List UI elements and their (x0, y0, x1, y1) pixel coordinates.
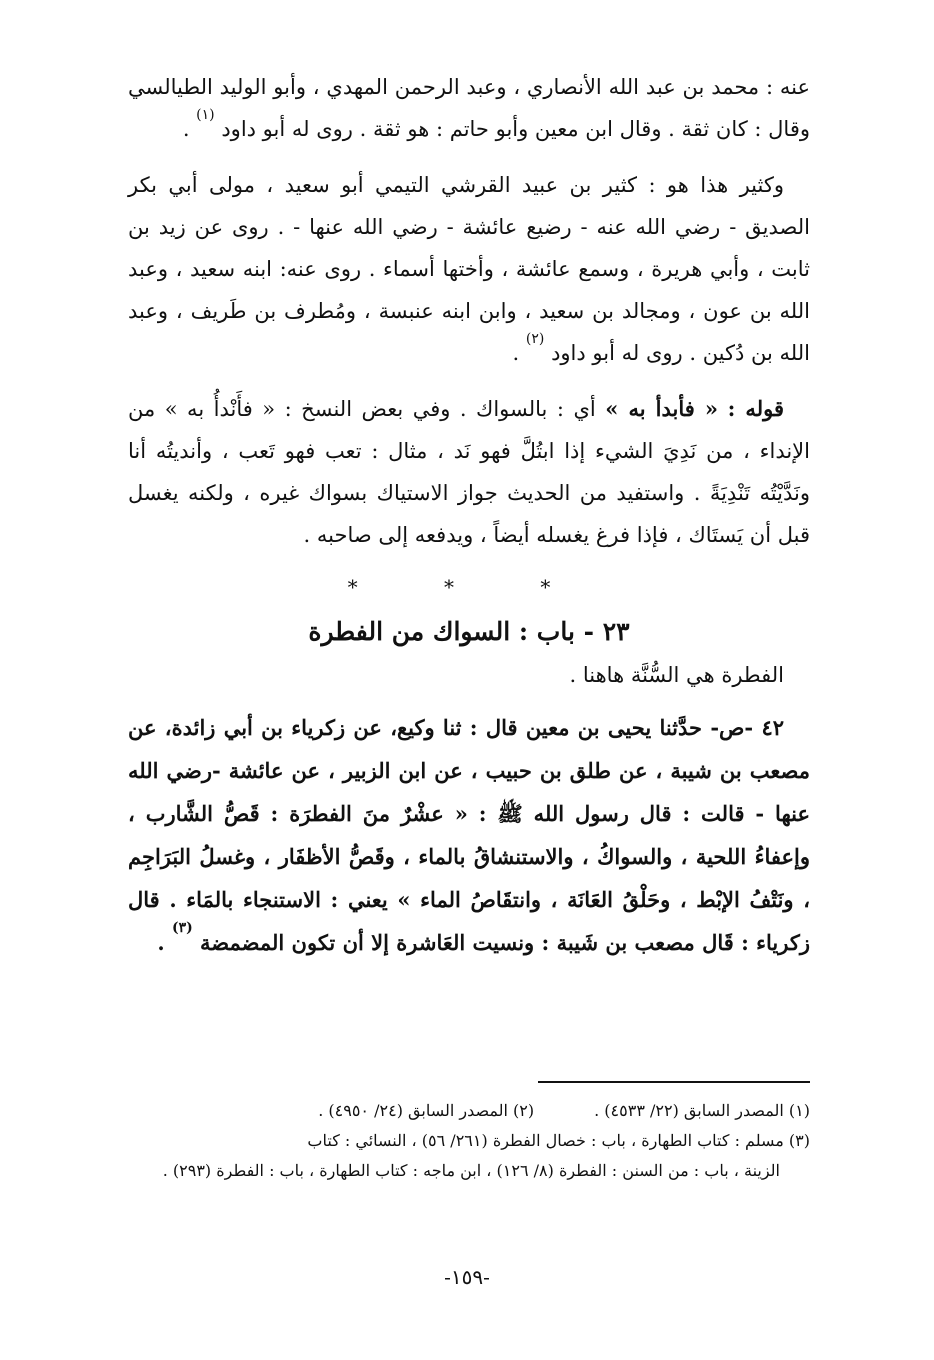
commentary-text: أي : بالسواك . وفي بعض النسخ : « فأَنْدأُ به » من الإنداء ، من نَدِيَ الشيء إذا ابتُلَّ فهو نَد ، مثال : تعب فهو تَعب ، وأنديتُه أنا ونَدَّيْتُه تَنْدِيَةً . واستفيد من الحديث جواز الاستياك بسواك غيره ، ولكنه يغسل قبل أن يَستَاك ، فإذا فرغ يغسله أيضاً ، ويدفعه إلى صاحبه . (128, 397, 810, 547)
footnote-2: (٢) المصدر السابق (٢٤/ ٤٩٥٠) . (318, 1101, 535, 1120)
hadith-text (128, 706, 810, 964)
footnote-ref-3: (٣) (171, 920, 193, 936)
paragraph-narrator-1 (128, 66, 810, 150)
footnote-3-continued: الزينة ، باب : من السنن : الفطرة (٨/ ١٢٦) ، ابن ماجه : كتاب الطهارة ، باب : الفطرة (٢٩٣) . (162, 1161, 780, 1180)
commentary-lead: قوله : (727, 396, 784, 421)
footnote-1: (١) المصدر السابق (٢٢/ ٤٥٣٣) . (594, 1101, 810, 1120)
hadith-body: ٤٢ -ص- حدَّثنا يحيى بن معين قال : ثنا وكيع، عن زكرياء بن أبي زائدة، عن مصعب بن شيبة ، عن طلق بن حبيب ، عن ابن الزبير ، عن عائشة -رضي الله عنها - قالت : قال رسول الله ﷺ : « عشْرٌ منَ الفطرَة : قَصُّ الشَّارب ، وإعفاءُ اللحية ، والسواكُ ، والاستنشاقُ بالماء ، وقَصُّ الأظفَار ، وغسلُ البَرَاجِم ، ونَتْفُ الإبْط ، وحَلْقُ العَانَة ، وانتقَاصُ الماء » يعني : الاستنجاء بالمَاء . قال زكرياء : قَال مصعب بن شَيبة : ونسيت العَاشرة إلا أن تكون المضمضة (128, 715, 810, 955)
footnote-ref-2: (٢) (525, 331, 545, 347)
footnote-ref-1: (١) (196, 107, 215, 123)
footnote-3: (٣) مسلم : كتاب الطهارة ، باب : خصال الفطرة (٢٦١/ ٥٦) ، النسائي : كتاب (307, 1131, 810, 1150)
paragraph-commentary (128, 388, 810, 556)
chapter-intro: الفطرة هي السُّنَّة هاهنا . (569, 663, 784, 687)
paragraph-text: عنه : محمد بن عبد الله الأنصاري ، وعبد الرحمن المهدي ، وأبو الوليد الطيالسي وقال : كان ثقة . وقال ابن معين وأبو حاتم : هو ثقة . روى له أبو داود (128, 75, 810, 141)
page-number: -١٥٩- (444, 1265, 490, 1289)
paragraph-end: . (512, 341, 526, 365)
footnotes (128, 1096, 810, 1186)
commentary-quote: « فأبدأ به » (605, 396, 719, 421)
hadith-end: . (157, 930, 172, 955)
section-separator: * * * (347, 575, 591, 599)
paragraph-narrator-2 (128, 164, 810, 374)
paragraph-end: . (182, 117, 197, 141)
paragraph-text: وكثير هذا هو : كثير بن عبيد القرشي التيمي أبو سعيد ، مولى أبي بكر الصديق - رضي الله عنه - رضيع عائشة - رضي الله عنها - . روى عن زيد بن ثابت ، وأبي هريرة ، وسمع عائشة ، وأختها أسماء . روى عنه: ابنه سعيد ، وعبد الله بن عون ، ومجالد بن سعيد ، وابن ابنه عنبسة ، ومُطرف بن طَريف ، وعبد الله بن دُكين . روى له أبو داود (128, 173, 810, 365)
footnote-row (128, 1096, 810, 1126)
page-body (128, 66, 810, 964)
chapter-title: ٢٣ - باب : السواك من الفطرة (308, 617, 630, 646)
footnote-divider (538, 1081, 810, 1083)
